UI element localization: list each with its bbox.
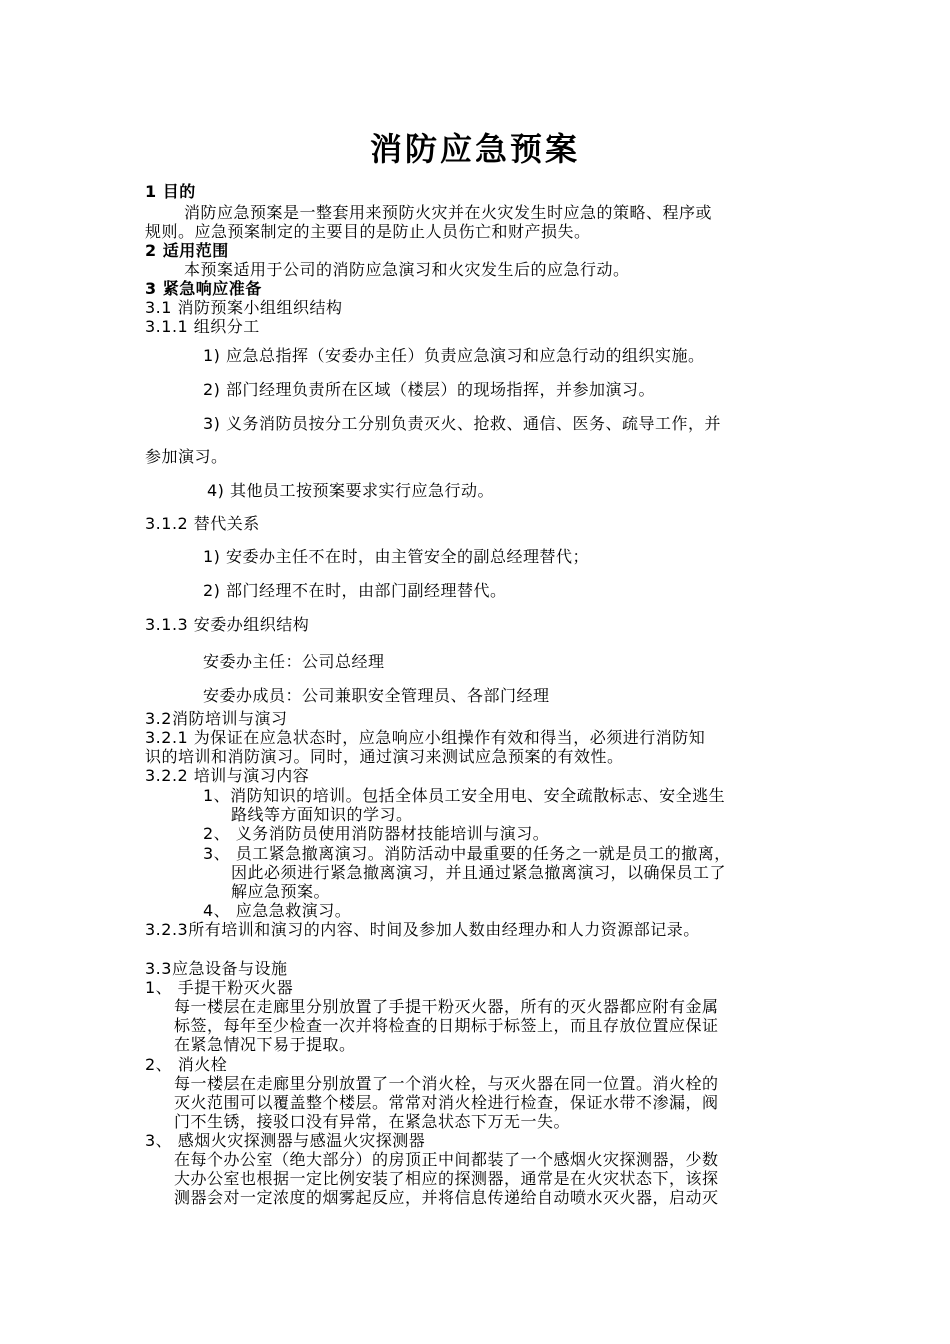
list-item: 1) 安委办主任不在时，由主管安全的副总经理替代； — [203, 547, 590, 566]
paragraph-line: 大办公室也根据一定比例安装了相应的探测器，通常是在火灾状态下，该探 — [174, 1169, 719, 1188]
list-item: 1、消防知识的培训。包括全体员工安全用电、安全疏散标志、安全逃生 — [203, 786, 726, 805]
subsection-heading: 3.2消防培训与演习 — [145, 709, 288, 728]
list-item: 2、 消火栓 — [145, 1055, 228, 1074]
list-item: 1、 手提干粉灭火器 — [145, 978, 294, 997]
paragraph-line: 灭火范围可以覆盖整个楼层。常常对消火栓进行检查，保证水带不渗漏，阀 — [174, 1093, 719, 1112]
subsection-heading: 3.1 消防预案小组组织结构 — [145, 298, 343, 317]
paragraph-line: 每一楼层在走廊里分别放置了手提干粉灭火器，所有的灭火器都应附有金属 — [174, 997, 719, 1016]
section-heading: 3 紧急响应准备 — [145, 279, 262, 298]
list-item: 4、 应急急救演习。 — [203, 901, 352, 920]
paragraph-line: 3.2.3所有培训和演习的内容、时间及参加人数由经理办和人力资源部记录。 — [145, 920, 700, 939]
list-item: 3、 员工紧急撤离演习。消防活动中最重要的任务之一就是员工的撤离， — [203, 844, 731, 863]
subsection-heading: 3.2.2 培训与演习内容 — [145, 766, 310, 785]
paragraph-line: 3.2.1 为保证在应急状态时，应急响应小组操作有效和得当，必须进行消防知 — [145, 728, 706, 747]
org-line: 安委办成员：公司兼职安全管理员、各部门经理 — [203, 686, 550, 705]
list-item: 3) 义务消防员按分工分别负责灭火、抢救、通信、医务、疏导工作，并 — [203, 414, 722, 433]
list-item-continuation: 因此必须进行紧急撤离演习，并且通过紧急撤离演习，以确保员工了 — [231, 863, 727, 882]
org-line: 安委办主任：公司总经理 — [203, 652, 385, 671]
list-item-continuation: 参加演习。 — [145, 447, 228, 466]
paragraph-line: 每一楼层在走廊里分别放置了一个消火栓，与灭火器在同一位置。消火栓的 — [174, 1074, 719, 1093]
paragraph-line: 标签，每年至少检查一次并将检查的日期标于标签上，而且存放位置应保证 — [174, 1016, 719, 1035]
subsection-heading: 3.1.2 替代关系 — [145, 514, 260, 533]
document-title: 消防应急预案 — [369, 130, 580, 168]
list-item-continuation: 解应急预案。 — [231, 882, 331, 901]
list-item: 2) 部门经理不在时，由部门副经理替代。 — [203, 581, 507, 600]
subsection-heading: 3.3应急设备与设施 — [145, 959, 288, 978]
list-item: 4) 其他员工按预案要求实行应急行动。 — [207, 481, 495, 500]
paragraph-line: 门不生锈，接驳口没有异常，在紧急状态下万无一失。 — [174, 1112, 571, 1131]
list-item: 3、 感烟火灾探测器与感温火灾探测器 — [145, 1131, 426, 1150]
list-item: 1) 应急总指挥（安委办主任）负责应急演习和应急行动的组织实施。 — [203, 346, 705, 365]
paragraph-line: 识的培训和消防演习。同时，通过演习来测试应急预案的有效性。 — [145, 747, 624, 766]
section-heading: 1 目的 — [145, 182, 196, 201]
paragraph-line: 在紧急情况下易于提取。 — [174, 1035, 356, 1054]
list-item-continuation: 路线等方面知识的学习。 — [231, 805, 413, 824]
section-heading: 2 适用范围 — [145, 241, 229, 260]
paragraph-line: 测器会对一定浓度的烟雾起反应，并将信息传递给自动喷水灭火器，启动灭 — [174, 1188, 719, 1207]
paragraph-line: 在每个办公室（绝大部分）的房顶正中间都装了一个感烟火灾探测器，少数 — [174, 1150, 719, 1169]
subsection-heading: 3.1.3 安委办组织结构 — [145, 615, 310, 634]
subsection-heading: 3.1.1 组织分工 — [145, 317, 260, 336]
list-item: 2、 义务消防员使用消防器材技能培训与演习。 — [203, 824, 550, 843]
paragraph-line: 本预案适用于公司的消防应急演习和火灾发生后的应急行动。 — [184, 260, 630, 279]
paragraph-line: 消防应急预案是一整套用来预防火灾并在火灾发生时应急的策略、程序或 — [184, 203, 713, 222]
list-item: 2) 部门经理负责所在区域（楼层）的现场指挥，并参加演习。 — [203, 380, 656, 399]
paragraph-line: 规则。应急预案制定的主要目的是防止人员伤亡和财产损失。 — [145, 222, 591, 241]
